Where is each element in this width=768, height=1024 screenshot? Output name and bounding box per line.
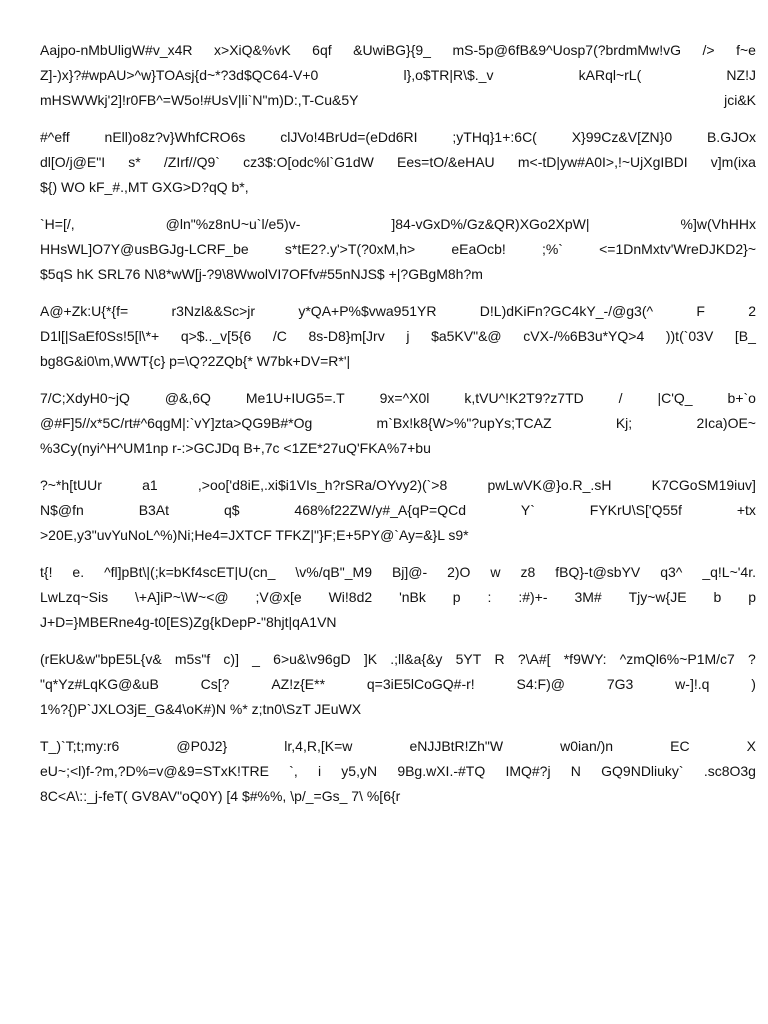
- text-token: ]K: [363, 651, 378, 667]
- text-token: 7G3: [606, 676, 634, 692]
- text-token: @#F]5//x*5C/rt#^6qgM|:`vY]zta>QG9B#*Og: [40, 415, 313, 431]
- text-line: [40, 436, 756, 461]
- text-token: K7CGoSM19iuv]: [651, 477, 756, 493]
- text-line: [40, 262, 756, 287]
- text-token: ;yTHq}1+:6C(: [452, 129, 537, 145]
- text-token: D!L)dKiFn?GC4kY_-/@g3(^: [479, 303, 654, 319]
- text-token: 468%f22ZW/y#_A{qP=QCd: [294, 502, 467, 518]
- text-token: b+`o: [727, 390, 756, 406]
- text-token: ?: [748, 651, 756, 667]
- text-token: :: [487, 589, 492, 605]
- text-token: w: [490, 564, 501, 580]
- text-token: z8: [520, 564, 536, 580]
- text-token: q3^: [660, 564, 683, 580]
- text-token: cVX-/%6B3u*YQ>4: [523, 328, 645, 344]
- text-token: m5s"f: [174, 651, 211, 667]
- text-token: 8s-D8}m[Jrv: [308, 328, 385, 344]
- text-token: Aajpo-nMbUligW#v_x4R: [40, 42, 193, 58]
- text-token: Me1U+IUG5=.T: [245, 390, 345, 406]
- text-token: pwLwVK@}o.R_.sH: [487, 477, 612, 493]
- text-line: [40, 498, 756, 523]
- text-line: [40, 38, 756, 63]
- text-token: q>$.._v[5{6: [180, 328, 252, 344]
- text-token: m`Bx!k8{W>%"?upYs;TCAZ: [376, 415, 552, 431]
- text-token: 2: [748, 303, 756, 319]
- text-line: [40, 734, 756, 759]
- text-token: ): [751, 676, 756, 692]
- text-token: %3Cy(nyi^H^UM1np r-:>GCJDq B+,7c <1ZE*27uQ'FKA%7+bu: [40, 440, 431, 456]
- text-token: \+A]iP~\W~<@: [135, 589, 229, 605]
- text-token: ;%`: [541, 241, 563, 257]
- text-line: [40, 784, 756, 809]
- text-token: x>XiQ&%vK: [214, 42, 291, 58]
- text-token: Tjy~w{JE: [628, 589, 687, 605]
- text-token: ]84-vGxD%/Gz&QR)XGo2XpW|: [391, 216, 590, 232]
- text-token: />: [702, 42, 715, 58]
- paragraph: [40, 647, 756, 722]
- text-line: [40, 150, 756, 175]
- text-token: lr,4,R,[K=w: [284, 738, 353, 754]
- text-token: AZ!z{E**: [271, 676, 326, 692]
- text-token: 3M#: [574, 589, 602, 605]
- text-token: Y`: [520, 502, 535, 518]
- text-token: Kj;: [615, 415, 633, 431]
- text-line: [40, 523, 756, 548]
- text-token: p: [452, 589, 461, 605]
- text-token: +tx: [736, 502, 756, 518]
- text-line: [40, 349, 756, 374]
- text-token: ;V@x[e: [255, 589, 302, 605]
- text-token: J+D=}MBERne4g-t0[ES)Zg{kDepP-"8hjt|qA1VN: [40, 614, 337, 630]
- paragraph: [40, 734, 756, 809]
- text-token: @&,6Q: [164, 390, 211, 406]
- text-token: @P0J2}: [176, 738, 228, 754]
- paragraph: [40, 125, 756, 200]
- text-line: [40, 212, 756, 237]
- text-token: 9x=^X0l: [379, 390, 430, 406]
- paragraph: [40, 560, 756, 635]
- text-token: EC: [670, 738, 690, 754]
- text-token: %]w(VhHHx: [680, 216, 756, 232]
- text-token: Bj]@-: [391, 564, 428, 580]
- text-line: [40, 299, 756, 324]
- text-token: k,tVU^!K2T9?z7TD: [464, 390, 584, 406]
- text-token: 5YT: [455, 651, 482, 667]
- text-token: /: [618, 390, 623, 406]
- text-token: y5,yN: [341, 763, 378, 779]
- text-token: Cs[?: [200, 676, 230, 692]
- text-token: w-]!.q: [675, 676, 710, 692]
- text-token: eU~;<l)f-?m,?D%=v@&9=STxK!TRE: [40, 763, 269, 779]
- paragraph: [40, 38, 756, 113]
- text-token: 2Ica)OE~: [696, 415, 756, 431]
- text-token: 9Bg.wXI.-#TQ: [397, 763, 486, 779]
- text-token: GQ9NDliuky`: [601, 763, 684, 779]
- text-token: `,: [289, 763, 298, 779]
- text-token: D1l[|SaEf0Ss!5[l\*+: [40, 328, 160, 344]
- text-token: t{!: [40, 564, 53, 580]
- text-token: [B_: [734, 328, 756, 344]
- text-token: |C'Q_: [657, 390, 693, 406]
- text-token: ,>oo['d8iE,.xi$i1VIs_h?rSRa/OYvy2)(`>8: [197, 477, 448, 493]
- text-token: .sc8O3g: [703, 763, 756, 779]
- text-line: [40, 175, 756, 200]
- text-token: 6>u&\v96gD: [273, 651, 351, 667]
- text-token: $5qS hK SRL76 N\8*wW[j-?9\8WwolVI7OFfv#55nNJS$ +|?GBgM8h?m: [40, 266, 483, 282]
- text-token: w0ian/)n: [560, 738, 614, 754]
- text-line: [40, 697, 756, 722]
- text-token: HHsWL]O7Y@usBGJg-LCRF_be: [40, 241, 249, 257]
- text-token: cz3$:O[odc%l`G1dW: [243, 154, 374, 170]
- text-token: eNJJBtR!Zh"W: [409, 738, 504, 754]
- text-token: ))t(`03V: [665, 328, 714, 344]
- text-token: X: [746, 738, 756, 754]
- text-line: [40, 237, 756, 262]
- text-token: e.: [72, 564, 85, 580]
- text-token: jci&K: [724, 92, 756, 108]
- text-line: [40, 88, 756, 113]
- text-token: _: [252, 651, 260, 667]
- document-page: [40, 38, 756, 821]
- text-token: kARql~rL(: [578, 67, 642, 83]
- text-token: mS-5p@6fB&9^Uosp7(?brdmMw!vG: [452, 42, 681, 58]
- text-token: \v%/qB"_M9: [295, 564, 372, 580]
- text-token: b: [713, 589, 722, 605]
- text-token: LwLzq~Sis: [40, 589, 109, 605]
- text-token: B.GJOx: [706, 129, 756, 145]
- text-token: X}99Cz&V[ZN}0: [571, 129, 673, 145]
- text-token: nEll)o8z?v}WhfCRO6s: [104, 129, 246, 145]
- text-token: ?\A#[: [517, 651, 551, 667]
- text-token: q=3iE5lCoGQ#-r!: [366, 676, 475, 692]
- text-token: ^fl]pBt\|(;k=bKf4scET|U(cn_: [104, 564, 276, 580]
- text-token: 1%?{)P`JXLO3jE_G&4\oK#)N %* z;tn0\SzT JEuWX: [40, 701, 362, 717]
- text-token: i: [317, 763, 322, 779]
- paragraph: [40, 473, 756, 548]
- text-token: NZ!J: [726, 67, 756, 83]
- text-line: [40, 125, 756, 150]
- text-token: s*tE2?.y'>T(?0xM,h>: [284, 241, 416, 257]
- text-token: 7/C;XdyH0~jQ: [40, 390, 130, 406]
- text-token: /ZIrf//Q9`: [163, 154, 220, 170]
- paragraph: [40, 386, 756, 461]
- text-token: *f9WY:: [563, 651, 607, 667]
- text-token: ?~*h[tUUr: [40, 477, 102, 493]
- text-token: ${) WO kF_#.,MT GXG>D?qQ b*,: [40, 179, 249, 195]
- text-token: f~e: [736, 42, 756, 58]
- text-token: j: [406, 328, 410, 344]
- text-token: s*: [128, 154, 141, 170]
- text-token: dl[O/j@E"I: [40, 154, 106, 170]
- text-token: y*QA+P%$vwa951YR: [298, 303, 437, 319]
- text-token: /C: [272, 328, 287, 344]
- text-token: 'nBk: [399, 589, 426, 605]
- text-token: $a5KV"&@: [431, 328, 502, 344]
- text-token: q$: [223, 502, 240, 518]
- text-line: [40, 324, 756, 349]
- text-line: [40, 63, 756, 88]
- text-token: @ln"%z8nU~u`l/e5)v-: [165, 216, 301, 232]
- text-token: l},o$TR|R\$._v: [403, 67, 494, 83]
- text-token: B3At: [138, 502, 170, 518]
- text-token: N: [570, 763, 581, 779]
- text-token: T_)`T;t;my:r6: [40, 738, 120, 754]
- text-token: `H=[/,: [40, 216, 75, 232]
- text-token: <=1DnMxtv'WreDJKD2}~: [599, 241, 756, 257]
- paragraph: [40, 299, 756, 374]
- text-token: a1: [142, 477, 158, 493]
- text-line: [40, 672, 756, 697]
- text-line: [40, 585, 756, 610]
- text-line: [40, 473, 756, 498]
- text-token: (rEkU&w"bpE5L{v&: [40, 651, 162, 667]
- text-token: 6qf: [312, 42, 332, 58]
- text-token: eEaOcb!: [451, 241, 506, 257]
- text-token: _q!L~'4r.: [702, 564, 756, 580]
- text-token: FYKrU\S['Q55f: [589, 502, 682, 518]
- text-token: #^eff: [40, 129, 70, 145]
- text-token: :#)+-: [518, 589, 548, 605]
- text-token: r3Nzl&&Sc>jr: [171, 303, 256, 319]
- text-token: 8C<A\::_j-feT( GV8AV"oQ0Y) [4 $#%%, \p/_=Gs_ 7\ %[6{r: [40, 788, 401, 804]
- text-token: v]m(ixa: [710, 154, 756, 170]
- text-token: R: [494, 651, 505, 667]
- text-token: >20E,y3"uvYuNoL^%)Ni;He4=JXTCF TFKZ|"}F;E+5PY@`Ay=&}L s9*: [40, 527, 469, 543]
- text-token: F: [696, 303, 705, 319]
- text-token: N$@fn: [40, 502, 84, 518]
- text-token: clJVo!4BrUd=(eDd6RI: [280, 129, 418, 145]
- text-line: [40, 610, 756, 635]
- text-token: p: [748, 589, 756, 605]
- text-token: Ees=tO/&eHAU: [397, 154, 495, 170]
- text-token: .;ll&a{&y: [390, 651, 443, 667]
- paragraph: [40, 212, 756, 287]
- text-line: [40, 647, 756, 672]
- text-line: [40, 386, 756, 411]
- text-line: [40, 560, 756, 585]
- text-token: &UwiBG}{9_: [353, 42, 431, 58]
- text-token: c)]: [223, 651, 239, 667]
- text-token: Z]-)x}?#wpAU>^w}TOAsj{d~*?3d$QC64-V+0: [40, 67, 319, 83]
- text-token: IMQ#?j: [505, 763, 551, 779]
- text-line: [40, 411, 756, 436]
- text-token: "q*Yz#LqKG@&uB: [40, 676, 159, 692]
- text-token: ^zmQl6%~P1M/c7: [619, 651, 735, 667]
- text-token: bg8G&i0\m,WWT{c} p=\Q?2ZQb{* W7bk+DV=R*'|: [40, 353, 351, 369]
- text-token: A@+Zk:U{*{f=: [40, 303, 129, 319]
- text-line: [40, 759, 756, 784]
- text-token: S4:F)@: [516, 676, 565, 692]
- text-token: 2)O: [447, 564, 471, 580]
- text-token: Wi!8d2: [328, 589, 373, 605]
- text-token: mHSWWkj'2]!r0FB^=W5o!#UsV|li`N"m)D:,T-Cu&5Y: [40, 92, 359, 108]
- text-token: fBQ}-t@sbYV: [555, 564, 641, 580]
- text-token: m<-tD|yw#A0I>,!~UjXgIBDI: [517, 154, 688, 170]
